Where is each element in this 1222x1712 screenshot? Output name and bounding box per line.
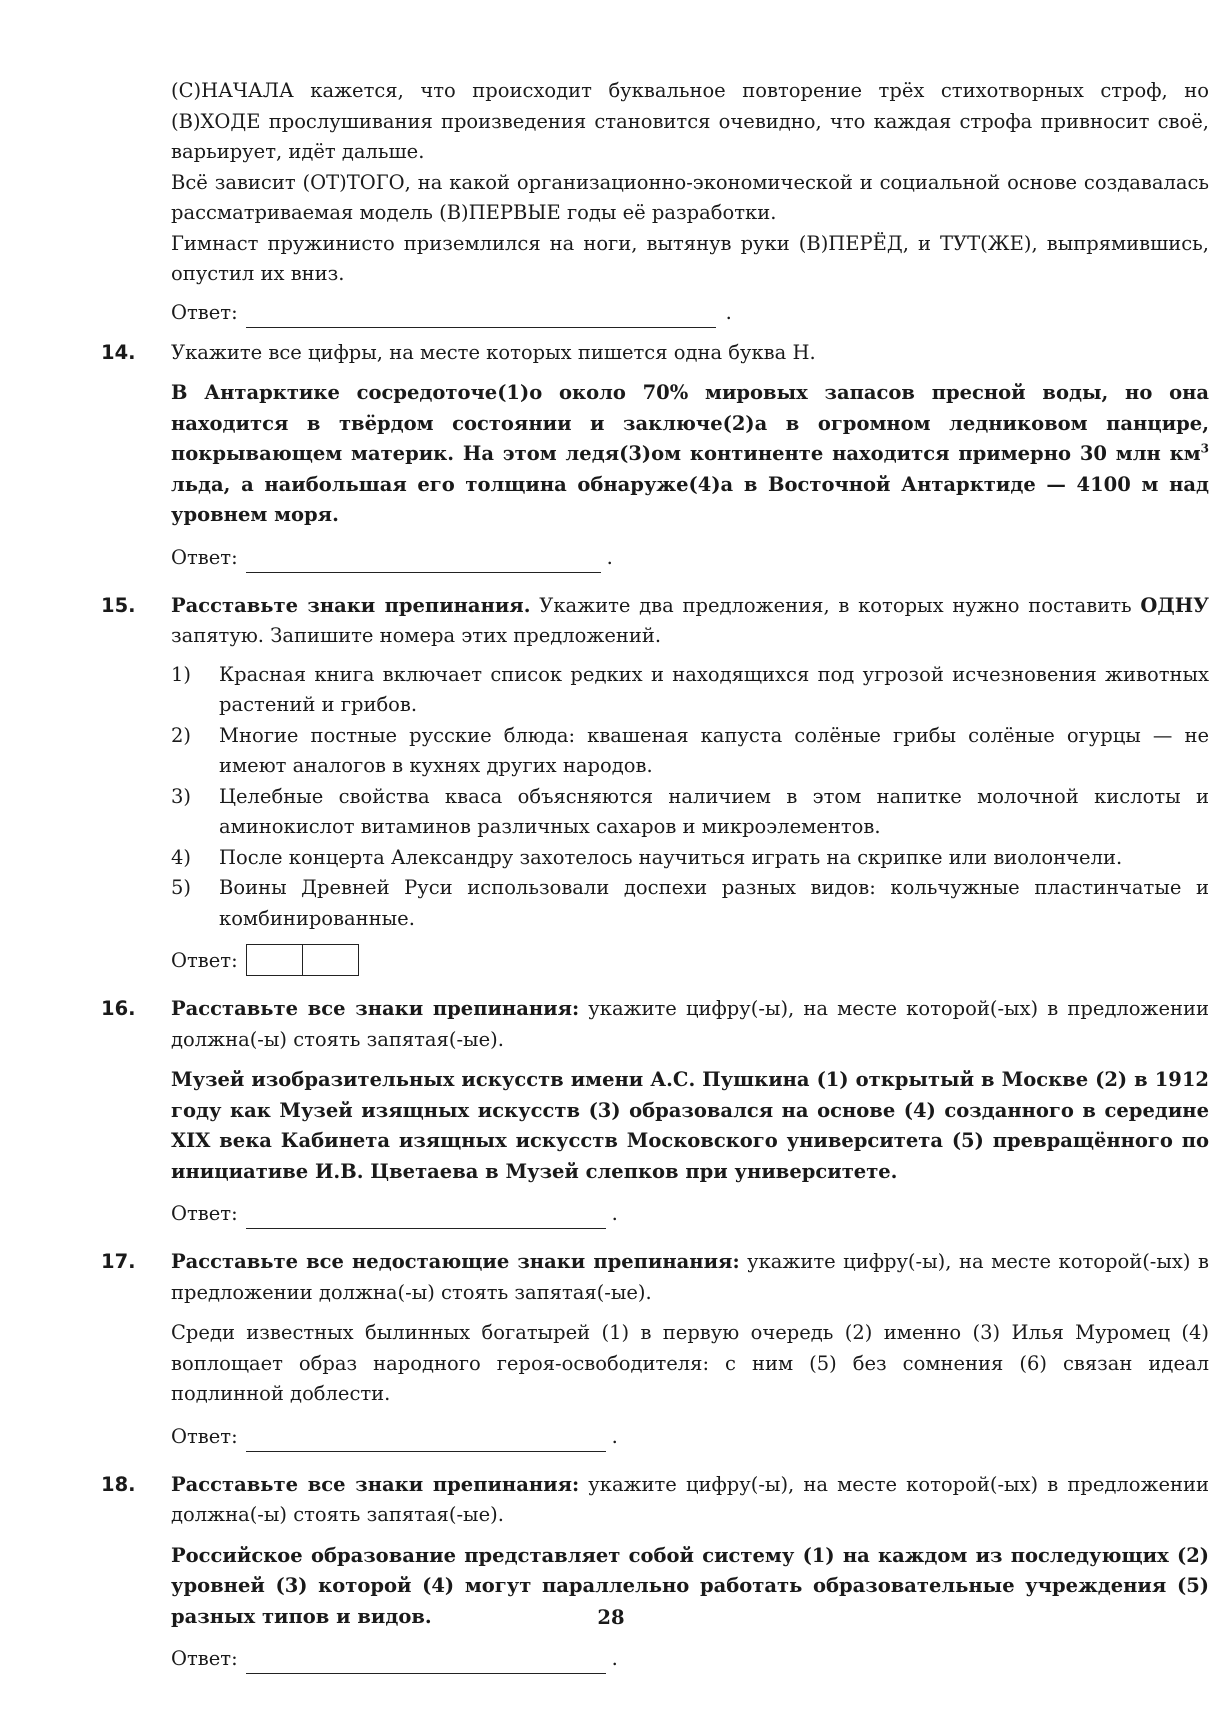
item-number: 1) — [171, 662, 192, 686]
task-number: 17. — [101, 1250, 136, 1273]
answer-cell-2[interactable] — [302, 945, 358, 975]
sentence-list — [171, 660, 1209, 935]
task-number: 18. — [101, 1472, 136, 1496]
task13-sentences — [101, 76, 1209, 328]
sentence-3: Гимнаст пружинисто приземлился на ноги, вытянув руки (В)ПЕРЁД, и ТУТ(ЖЕ), выпрямившись, опустил их вниз. — [171, 231, 1209, 285]
task-16 — [101, 994, 1209, 1229]
task-instruction: Расставьте все недостающие знаки препинания: укажите цифру(-ы), на месте которой(-ых) в предложении должна(-ы) стоять запятая(-ые). — [171, 1250, 1209, 1304]
item-text: Воины Древней Руси использовали доспехи разных видов: кольчужные пластинчатые и комбинированные. — [219, 876, 1209, 930]
list-item — [171, 660, 1209, 721]
page-number: 28 — [597, 1606, 625, 1629]
task-instruction: Укажите все цифры, на месте которых пишется одна буква Н. — [171, 340, 816, 364]
answer-end: . — [611, 1202, 618, 1225]
task-instruction: Расставьте все знаки препинания: укажите цифру(-ы), на месте которой(-ых) в предложении должна(-ы) стоять запятая(-ые). — [171, 997, 1209, 1051]
task-text: Российское образование представляет собой систему (1) на каждом из последующих (2) уровней (3) которой (4) могут параллельно работать образовательные учреждения (5) разных типов и видов. — [171, 1543, 1209, 1628]
list-item — [171, 782, 1209, 843]
item-text: Целебные свойства кваса объясняются наличием в этом напитке молочной кислоты и аминокислот витаминов различных сахаров и микроэлементов. — [219, 784, 1209, 838]
sentence-1: (С)НАЧАЛА кажется, что происходит буквальное повторение трёх стихотворных строф, но (В)ХОДЕ прослушивания произведения становится очевидно, что каждая строфа привносит своё, варьирует, идёт дальше. — [171, 79, 1209, 163]
answer-row-17 — [171, 1422, 1209, 1452]
answer-end: . — [611, 1424, 618, 1448]
page-content — [101, 76, 1209, 1674]
answer-label: Ответ: — [171, 1202, 238, 1225]
answer-row-13 — [171, 298, 1209, 328]
item-number: 4) — [171, 845, 192, 869]
item-number: 2) — [171, 723, 192, 747]
answer-boxes — [246, 944, 359, 976]
answer-input-16[interactable] — [246, 1206, 606, 1229]
answer-input-18[interactable] — [246, 1651, 606, 1674]
answer-input-17[interactable] — [246, 1429, 606, 1452]
task-text: В Антарктике сосредоточе(1)о около 70% мировых запасов пресной воды, но она находится в твёрдом состоянии и заключе(2)а в огромном ледниковом панцире, покрывающем материк. На этом ледя(3)ом континенте находится примерно 30 млн $км^3$ льда, а наибольшая его толщина обнаруже(4)а в Восточной Антарктиде — 4100 м над уровнем моря. — [171, 381, 1209, 526]
task-14 — [101, 338, 1209, 573]
task-17 — [101, 1247, 1209, 1452]
task-text: Музей изобразительных искусств имени А.С. Пушкина (1) открытый в Москве (2) в 1912 году как Музей изящных искусств (3) образовался на основе (4) созданного в середине XIX века Кабинета изящных искусств Московского университета (5) превращённого по инициативе И.В. Цветаева в Музей слепков при университете. — [171, 1068, 1209, 1183]
list-item — [171, 873, 1209, 934]
item-text: Красная книга включает список редких и находящихся под угрозой исчезновения животных растений и грибов. — [219, 662, 1209, 716]
item-number: 3) — [171, 784, 192, 808]
list-item — [171, 721, 1209, 782]
task-15 — [101, 591, 1209, 977]
item-text: Многие постные русские блюда: квашеная капуста солёные грибы солёные огурцы — не имеют аналогов в кухнях других народов. — [219, 723, 1209, 777]
answer-row-16 — [171, 1199, 1209, 1229]
task-instruction: Расставьте все знаки препинания: укажите цифру(-ы), на месте которой(-ых) в предложении должна(-ы) стоять запятая(-ые). — [171, 1472, 1209, 1526]
task-instruction: Расставьте знаки препинания. Укажите два предложения, в которых нужно поставить ОДНУ запятую. Запишите номера этих предложений. — [171, 593, 1209, 647]
answer-label: Ответ: — [171, 1424, 238, 1448]
answer-label: Ответ: — [171, 1647, 238, 1670]
item-number: 5) — [171, 876, 192, 899]
item-text: После концерта Александру захотелось научиться играть на скрипке или виолончели. — [219, 845, 1123, 869]
task-number: 14. — [101, 340, 136, 364]
answer-row-15 — [171, 944, 1209, 976]
answer-row-14 — [171, 543, 1209, 573]
answer-label: Ответ: — [171, 949, 238, 972]
answer-label: Ответ: — [171, 545, 238, 569]
answer-cell-1[interactable] — [247, 945, 302, 975]
answer-input-14[interactable] — [246, 550, 601, 573]
task-number: 16. — [101, 997, 136, 1020]
answer-input-13[interactable] — [246, 305, 716, 328]
task-number: 15. — [101, 593, 136, 617]
list-item — [171, 843, 1209, 874]
answer-end: . — [725, 300, 732, 324]
sentence-2: Всё зависит (ОТ)ТОГО, на какой организационно-экономической и социальной основе создавалась рассматриваемая модель (В)ПЕРВЫЕ годы её разработки. — [171, 170, 1209, 224]
answer-end: . — [611, 1647, 618, 1670]
task-text: Среди известных былинных богатырей (1) в первую очередь (2) именно (3) Илья Муромец (4) воплощает образ народного героя-освободителя: с ним (5) без сомнения (6) связан идеал подлинной доблести. — [171, 1321, 1209, 1405]
task-18 — [101, 1470, 1209, 1675]
answer-end: . — [606, 545, 613, 569]
answer-row-18 — [171, 1644, 1209, 1674]
answer-label: Ответ: — [171, 300, 238, 324]
